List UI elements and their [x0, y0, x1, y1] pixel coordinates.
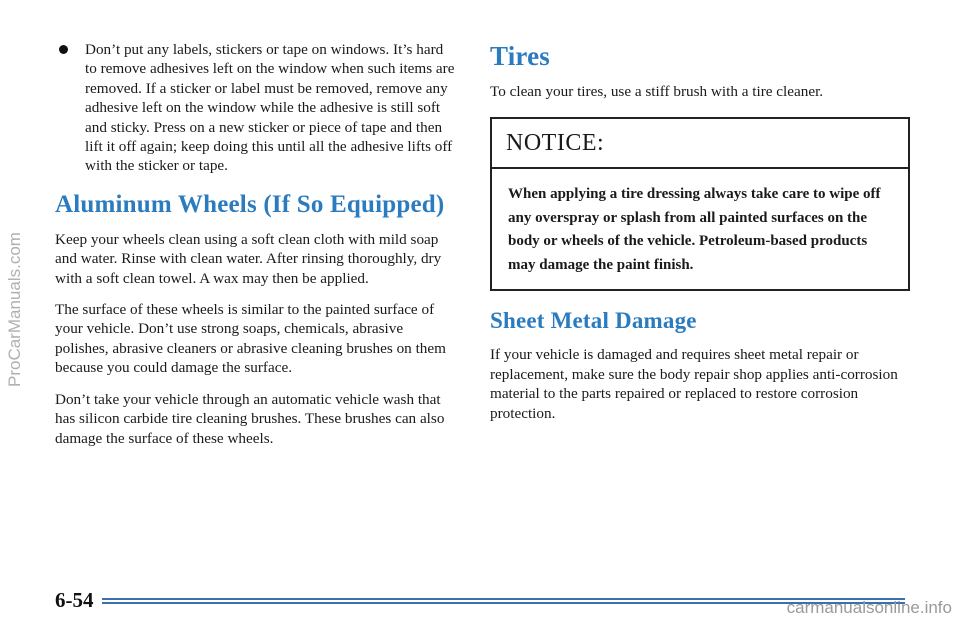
page-number: 6-54: [55, 588, 94, 612]
side-watermark: ProCarManuals.com: [5, 232, 24, 388]
window-sticker-bullet: [55, 40, 455, 176]
bullet-text: Don’t put any labels, stickers or tape on windows. It’s hard to remove adhesives left on the window when such items are removed. If a sticker or label must be removed, remove any adhesive left on the window while the adhesive is still soft and sticky. Press on a new sticker or piece of tape and then lift it off again; keep doing this until all the adhesive lifts off with the sticker or tape.: [85, 41, 455, 175]
sheet-metal-heading: Sheet Metal Damage: [490, 308, 697, 334]
bullet-icon: [59, 45, 68, 54]
notice-title: NOTICE:: [492, 119, 908, 169]
tires-paragraph: To clean your tires, use a stiff brush with a tire cleaner.: [490, 83, 824, 100]
tires-heading: Tires: [490, 41, 551, 71]
notice-box: [490, 117, 910, 291]
left-column: [55, 0, 455, 448]
sheet-metal-paragraph: If your vehicle is damaged and requires sheet metal repair or replacement, make sure the body repair shop applies anti-corrosion material to the parts repaired or replaced to restore corrosion protection.: [490, 346, 898, 422]
aluminum-paragraph-3: Don’t take your vehicle through an automatic vehicle wash that has silicon carbide tire cleaning brushes. These brushes can also damage the surface of these wheels.: [55, 390, 445, 447]
footer-rule: [102, 596, 906, 606]
aluminum-paragraph-2: The surface of these wheels is similar to the painted surface of your vehicle. Don’t use strong soaps, chemicals, abrasive polishes, abrasive cleaners or abrasive cleaning brushes on them because you could damage the surface.: [55, 301, 446, 377]
page-footer: [55, 588, 905, 613]
site-footer-text: carmanualsonline.info: [786, 598, 952, 617]
right-column: [490, 0, 910, 423]
aluminum-wheels-heading: Aluminum Wheels (If So Equipped): [55, 190, 445, 218]
aluminum-paragraph-1: Keep your wheels clean using a soft clean cloth with mild soap and water. Rinse with clean water. After rinsing thoroughly, dry with a soft clean towel. A wax may then be applied.: [55, 230, 442, 287]
notice-body: When applying a tire dressing always take care to wipe off any overspray or splash from all painted surfaces on the body or wheels of the vehicle. Petroleum-based products may damage the paint finish.: [508, 186, 881, 273]
